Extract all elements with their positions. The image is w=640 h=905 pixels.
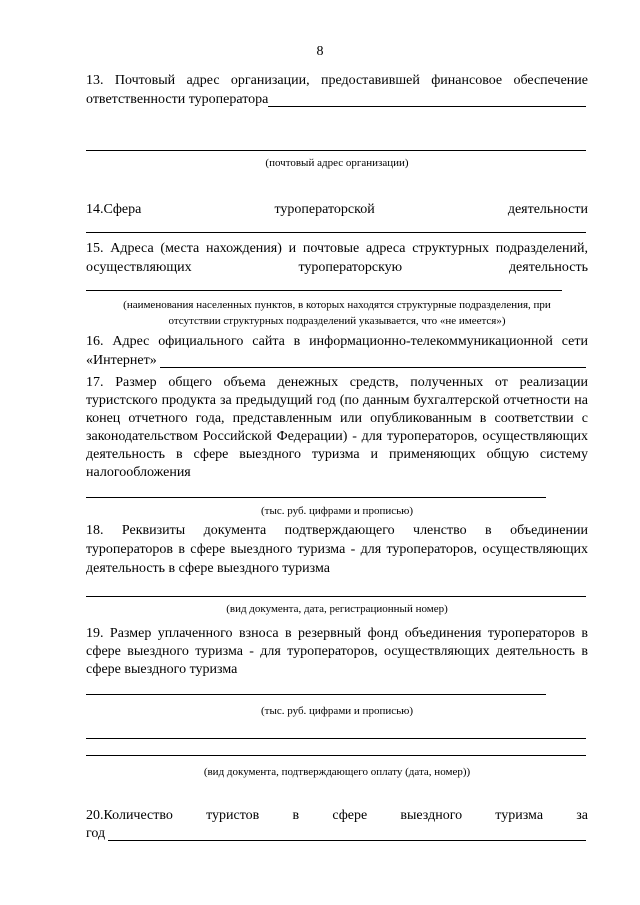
item15-word3: деятельность xyxy=(508,260,588,275)
item18-word6: в xyxy=(485,523,492,538)
item15-caption1: (наименования населенных пунктов, в которых находятся структурные подразделения, при xyxy=(123,299,551,311)
item15-text-line1: 15. Адреса (места нахождения) и почтовые адреса структурных подразделений, xyxy=(86,241,588,256)
item15-word2: туроператорскую xyxy=(298,260,403,275)
item19-doc-line2 xyxy=(86,755,586,756)
item20-word2: туристов xyxy=(206,808,260,823)
item20-line2 xyxy=(86,826,105,842)
item19-doc-line1 xyxy=(86,738,586,739)
item18-line2 xyxy=(86,542,588,558)
page-number: 8 xyxy=(316,44,324,59)
item18-word2: Реквизиты xyxy=(121,523,186,538)
item16-text-line1: 16. Адрес официального сайта в информационно-телекоммуникационной сети xyxy=(86,334,588,349)
item13-caption: (почтовый адрес организации) xyxy=(265,157,409,169)
item17-caption: (тыс. руб. цифрами и прописью) xyxy=(260,505,413,517)
item18-word1: 18. xyxy=(86,523,104,538)
item18-text-line3: деятельность в сфере выездного туризма xyxy=(86,561,330,576)
item13-line2 xyxy=(86,92,268,108)
item15-word1: осуществляющих xyxy=(86,260,192,275)
item19-fill-line xyxy=(86,694,546,695)
item14-word3: деятельности xyxy=(507,202,588,217)
item15-fill-line xyxy=(86,290,562,291)
item20-word7: за xyxy=(576,808,588,823)
item14-word2: туроператорской xyxy=(274,202,375,217)
item18-caption: (вид документа, дата, регистрационный номер) xyxy=(226,603,448,615)
item14-word1: 14.Сфера xyxy=(86,202,142,217)
item16-line2 xyxy=(86,353,157,369)
item16-line1 xyxy=(86,334,588,350)
item18-line1 xyxy=(86,523,588,539)
item14-line xyxy=(86,202,588,218)
item20-word1: 20.Количество xyxy=(86,808,173,823)
item19-caption1: (тыс. руб. цифрами и прописью) xyxy=(260,705,413,717)
item18-word5: членство xyxy=(413,523,467,538)
item15-line2 xyxy=(86,260,588,276)
item16-text-line2: «Интернет» xyxy=(86,353,157,368)
item20-word5: выездного xyxy=(400,808,463,823)
item15-line1 xyxy=(86,241,588,257)
item16-fill-line xyxy=(160,367,586,368)
item18-text-line2: туроператоров в сфере выездного туризма - для туроператоров, осуществляющих xyxy=(86,542,588,557)
item15-caption2: отсутствии структурных подразделений указывается, что «не имеется») xyxy=(168,315,506,327)
item13-line1 xyxy=(86,73,588,89)
item13-text-line2: ответственности туроператора xyxy=(86,92,269,107)
item17-paragraph: 17. Размер общего объема денежных средств, полученных от реализации туристского продукта за предыдущий год (по данным бухгалтерской отчетности на конец отчетного года, представленным или опубликованным в соответствии с законодательством Российской Федерации) - для туроператоров, осуществляющих деятельность в сфере выездного туризма и применяющих общую систему налогообложения xyxy=(86,375,588,480)
item13-address-line xyxy=(86,150,586,151)
item20-word3: в xyxy=(292,808,300,823)
item18-word4: подтверждающего xyxy=(284,523,395,538)
item20-word4: сфере xyxy=(332,808,368,823)
item20-word6: туризма xyxy=(495,808,544,823)
item20-line1 xyxy=(86,808,588,824)
item20-text-line2: год xyxy=(86,826,106,841)
item18-fill-line xyxy=(86,596,586,597)
item20-fill-line xyxy=(108,840,586,841)
item18-word7: объединении xyxy=(510,523,588,538)
item18-line3 xyxy=(86,561,330,577)
item13-fill-line xyxy=(268,106,586,107)
item19-caption2: (вид документа, подтверждающего оплату (дата, номер)) xyxy=(203,766,471,778)
item19-paragraph: 19. Размер уплаченного взноса в резервный фонд объединения туроператоров в сфере выездного туризма - для туроператоров, осуществляющих деятельность в сфере выездного туризма xyxy=(86,626,588,677)
item13-text-line1: 13. Почтовый адрес организации, предоставившей финансовое обеспечение xyxy=(86,73,588,88)
item17-fill-line xyxy=(86,497,546,498)
item14-fill-line xyxy=(86,232,586,233)
item18-word3: документа xyxy=(203,523,267,538)
